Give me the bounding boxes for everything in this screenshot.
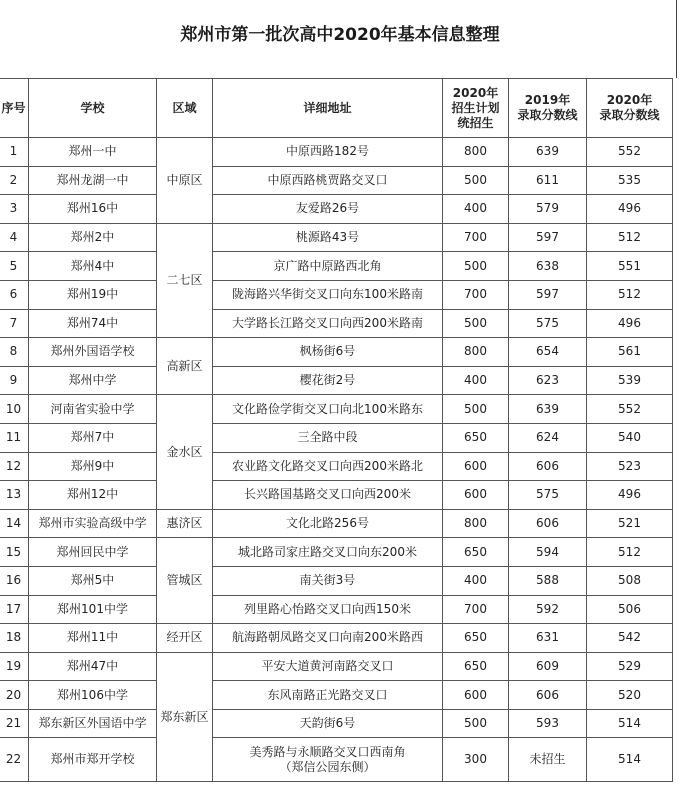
table-row <box>0 509 673 538</box>
cell-score-2020: 552 <box>587 395 673 424</box>
cell-score-2019: 575 <box>509 481 587 510</box>
table-row <box>0 309 673 338</box>
cell-district: 中原区 <box>157 138 213 224</box>
cell-no: 11 <box>0 423 29 452</box>
cell-no: 19 <box>0 652 29 681</box>
cell-address: 南关街3号 <box>213 566 443 595</box>
cell-school: 郑州5中 <box>29 566 157 595</box>
cell-score-2019: 639 <box>509 395 587 424</box>
cell-score-2019: 597 <box>509 223 587 252</box>
cell-address: 大学路长江路交叉口向西200米路南 <box>213 309 443 338</box>
table-row <box>0 709 673 738</box>
cell-district: 二七区 <box>157 223 213 337</box>
cell-score-2019: 638 <box>509 252 587 281</box>
cell-no: 21 <box>0 709 29 738</box>
table-row <box>0 423 673 452</box>
cell-plan: 500 <box>443 309 509 338</box>
cell-address: 枫杨街6号 <box>213 338 443 367</box>
cell-score-2020: 523 <box>587 452 673 481</box>
table-row <box>0 481 673 510</box>
cell-plan: 700 <box>443 280 509 309</box>
cell-school: 郑州龙湖一中 <box>29 166 157 195</box>
schools-table <box>0 78 673 782</box>
cell-district: 郑东新区 <box>157 652 213 782</box>
col-header-2020-line1: 2020年 <box>606 93 653 107</box>
cell-school: 郑州74中 <box>29 309 157 338</box>
cell-no: 10 <box>0 395 29 424</box>
table-row <box>0 138 673 167</box>
cell-address: 中原西路桃贾路交叉口 <box>213 166 443 195</box>
cell-plan: 500 <box>443 709 509 738</box>
table-row <box>0 566 673 595</box>
cell-address: 农业路文化路交叉口向西200米路北 <box>213 452 443 481</box>
cell-plan: 400 <box>443 566 509 595</box>
cell-address: 中原西路182号 <box>213 138 443 167</box>
cell-no: 6 <box>0 280 29 309</box>
cell-address <box>213 738 443 782</box>
cell-plan: 650 <box>443 538 509 567</box>
cell-plan: 700 <box>443 223 509 252</box>
table-row <box>0 595 673 624</box>
col-header-2019 <box>509 79 587 138</box>
table-row <box>0 738 673 782</box>
cell-score-2019: 592 <box>509 595 587 624</box>
cell-plan: 600 <box>443 481 509 510</box>
cell-score-2019: 611 <box>509 166 587 195</box>
cell-address: 长兴路国基路交叉口向西200米 <box>213 481 443 510</box>
cell-school: 河南省实验中学 <box>29 395 157 424</box>
cell-score-2020: 514 <box>587 738 673 782</box>
cell-address: 友爱路26号 <box>213 195 443 224</box>
col-header-2020 <box>587 79 673 138</box>
cell-score-2019: 624 <box>509 423 587 452</box>
cell-score-2020: 540 <box>587 423 673 452</box>
table-row <box>0 624 673 653</box>
cell-score-2020: 529 <box>587 652 673 681</box>
cell-district: 管城区 <box>157 538 213 624</box>
cell-school: 郑州外国语学校 <box>29 338 157 367</box>
col-header-plan <box>443 79 509 138</box>
cell-no: 3 <box>0 195 29 224</box>
cell-plan: 600 <box>443 452 509 481</box>
cell-address: 列里路心怡路交叉口向西150米 <box>213 595 443 624</box>
cell-school: 郑州2中 <box>29 223 157 252</box>
cell-score-2019: 623 <box>509 366 587 395</box>
table-row <box>0 452 673 481</box>
cell-score-2020: 496 <box>587 309 673 338</box>
cell-address-line2: （郑信公园东侧） <box>279 759 376 774</box>
cell-score-2020: 512 <box>587 280 673 309</box>
table-row <box>0 280 673 309</box>
cell-score-2019: 631 <box>509 624 587 653</box>
cell-address: 航海路朝凤路交叉口向南200米路西 <box>213 624 443 653</box>
cell-score-2020: 542 <box>587 624 673 653</box>
cell-no: 20 <box>0 681 29 710</box>
cell-score-2019: 579 <box>509 195 587 224</box>
table-row <box>0 338 673 367</box>
cell-score-2019: 606 <box>509 452 587 481</box>
col-header-address: 详细地址 <box>213 79 443 138</box>
table-row <box>0 166 673 195</box>
cell-school: 郑州19中 <box>29 280 157 309</box>
cell-school: 郑州12中 <box>29 481 157 510</box>
table-row <box>0 538 673 567</box>
cell-score-2019: 未招生 <box>509 738 587 782</box>
table-row <box>0 366 673 395</box>
cell-school: 郑州市实验高级中学 <box>29 509 157 538</box>
cell-school: 郑州47中 <box>29 652 157 681</box>
cell-score-2019: 609 <box>509 652 587 681</box>
cell-address: 桃源路43号 <box>213 223 443 252</box>
cell-no: 5 <box>0 252 29 281</box>
cell-no: 9 <box>0 366 29 395</box>
cell-address: 东风南路正光路交叉口 <box>213 681 443 710</box>
cell-no: 2 <box>0 166 29 195</box>
cell-no: 13 <box>0 481 29 510</box>
cell-score-2019: 575 <box>509 309 587 338</box>
col-header-plan-line3: 统招生 <box>457 115 494 130</box>
cell-school: 郑州回民中学 <box>29 538 157 567</box>
cell-no: 12 <box>0 452 29 481</box>
cell-score-2020: 508 <box>587 566 673 595</box>
cell-address: 三全路中段 <box>213 423 443 452</box>
cell-no: 22 <box>0 738 29 782</box>
cell-score-2019: 654 <box>509 338 587 367</box>
cell-no: 16 <box>0 566 29 595</box>
cell-plan: 800 <box>443 138 509 167</box>
cell-school: 郑州11中 <box>29 624 157 653</box>
cell-no: 17 <box>0 595 29 624</box>
cell-school: 郑州101中学 <box>29 595 157 624</box>
cell-no: 15 <box>0 538 29 567</box>
cell-score-2020: 539 <box>587 366 673 395</box>
cell-plan: 400 <box>443 195 509 224</box>
cell-score-2020: 552 <box>587 138 673 167</box>
cell-score-2019: 597 <box>509 280 587 309</box>
cell-plan: 800 <box>443 509 509 538</box>
cell-no: 7 <box>0 309 29 338</box>
cell-plan: 800 <box>443 338 509 367</box>
cell-no: 4 <box>0 223 29 252</box>
cell-plan: 500 <box>443 166 509 195</box>
col-header-district: 区域 <box>157 79 213 138</box>
col-header-2019-line1: 2019年 <box>524 93 571 107</box>
cell-score-2020: 512 <box>587 223 673 252</box>
cell-score-2020: 514 <box>587 709 673 738</box>
divider <box>676 0 677 78</box>
cell-score-2020: 535 <box>587 166 673 195</box>
cell-plan: 400 <box>443 366 509 395</box>
cell-school: 郑州7中 <box>29 423 157 452</box>
cell-address: 城北路司家庄路交叉口向东200米 <box>213 538 443 567</box>
cell-district: 金水区 <box>157 395 213 509</box>
table-header-row <box>0 79 673 138</box>
cell-no: 14 <box>0 509 29 538</box>
cell-score-2020: 512 <box>587 538 673 567</box>
cell-plan: 300 <box>443 738 509 782</box>
col-header-2020-line2: 录取分数线 <box>599 108 660 122</box>
col-header-plan-line2: 招生计划 <box>451 100 500 115</box>
cell-school: 郑州4中 <box>29 252 157 281</box>
cell-score-2019: 593 <box>509 709 587 738</box>
cell-school: 郑州9中 <box>29 452 157 481</box>
cell-district: 经开区 <box>157 624 213 653</box>
cell-score-2019: 606 <box>509 509 587 538</box>
cell-district: 惠济区 <box>157 509 213 538</box>
cell-address: 陇海路兴华街交叉口向东100米路南 <box>213 280 443 309</box>
table-row <box>0 223 673 252</box>
cell-plan: 600 <box>443 681 509 710</box>
cell-plan: 650 <box>443 624 509 653</box>
cell-score-2020: 520 <box>587 681 673 710</box>
cell-no: 1 <box>0 138 29 167</box>
cell-score-2019: 606 <box>509 681 587 710</box>
cell-score-2020: 561 <box>587 338 673 367</box>
cell-score-2019: 594 <box>509 538 587 567</box>
cell-address-line1: 美秀路与永顺路交叉口西南角 <box>249 744 406 759</box>
table-row <box>0 395 673 424</box>
cell-school: 郑州106中学 <box>29 681 157 710</box>
cell-score-2019: 588 <box>509 566 587 595</box>
cell-district: 高新区 <box>157 338 213 395</box>
cell-address: 文化北路256号 <box>213 509 443 538</box>
cell-address: 文化路俭学街交叉口向北100米路东 <box>213 395 443 424</box>
cell-score-2020: 496 <box>587 195 673 224</box>
cell-score-2020: 506 <box>587 595 673 624</box>
cell-plan: 650 <box>443 652 509 681</box>
cell-address: 天韵街6号 <box>213 709 443 738</box>
cell-school: 郑东新区外国语中学 <box>29 709 157 738</box>
cell-plan: 650 <box>443 423 509 452</box>
cell-school: 郑州16中 <box>29 195 157 224</box>
cell-plan: 500 <box>443 395 509 424</box>
col-header-no: 序号 <box>0 79 29 138</box>
cell-school: 郑州中学 <box>29 366 157 395</box>
table-row <box>0 195 673 224</box>
cell-score-2019: 639 <box>509 138 587 167</box>
cell-score-2020: 496 <box>587 481 673 510</box>
col-header-2019-line2: 录取分数线 <box>517 108 578 122</box>
cell-score-2020: 551 <box>587 252 673 281</box>
table-row <box>0 681 673 710</box>
cell-plan: 700 <box>443 595 509 624</box>
page-title: 郑州市第一批次高中2020年基本信息整理 <box>180 25 500 45</box>
col-header-plan-line1: 2020年 <box>452 85 499 100</box>
table-row <box>0 652 673 681</box>
table-row <box>0 252 673 281</box>
cell-school: 郑州市郑开学校 <box>29 738 157 782</box>
col-header-school: 学校 <box>29 79 157 138</box>
cell-address: 平安大道黄河南路交叉口 <box>213 652 443 681</box>
cell-plan: 500 <box>443 252 509 281</box>
cell-address: 樱花街2号 <box>213 366 443 395</box>
cell-address: 京广路中原路西北角 <box>213 252 443 281</box>
cell-no: 8 <box>0 338 29 367</box>
cell-score-2020: 521 <box>587 509 673 538</box>
cell-no: 18 <box>0 624 29 653</box>
cell-school: 郑州一中 <box>29 138 157 167</box>
